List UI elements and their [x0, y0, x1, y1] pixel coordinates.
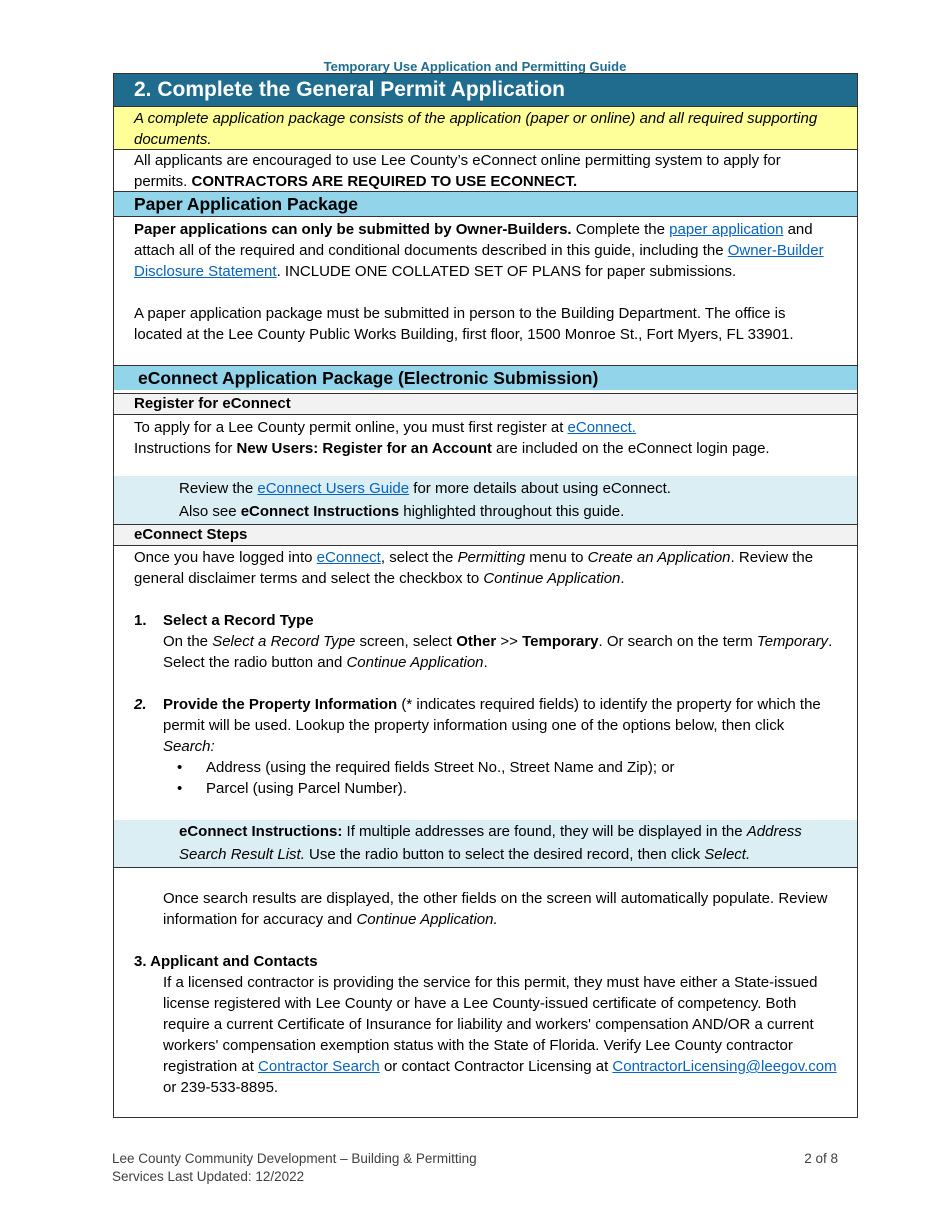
- encouraged-text: All applicants are encouraged to use Lee County’s eConnect online permitting system to apply for permits.: [134, 152, 781, 190]
- subheading-register: Register for eConnect: [114, 393, 857, 414]
- bullet-parcel: [134, 778, 837, 799]
- text: Other: [456, 633, 497, 650]
- bullet-glyph: •: [177, 780, 183, 797]
- subheading-steps: eConnect Steps: [114, 524, 857, 546]
- text: To apply for a Lee County permit online, you must first register at: [134, 419, 568, 436]
- document-frame: [113, 73, 858, 1118]
- step-1-number: 1.: [134, 612, 147, 629]
- note-line-1: [179, 477, 817, 500]
- step-2-title: Provide the Property Information: [163, 696, 398, 713]
- running-header: Temporary Use Application and Permitting Guide: [323, 59, 627, 74]
- text: or 239-533-8895.: [163, 1079, 279, 1096]
- paper-section-body: [114, 216, 857, 365]
- step-1-title: Select a Record Type: [163, 612, 314, 629]
- text: .: [483, 654, 488, 671]
- paper-paragraph-2: A paper application package must be submitted in person to the Building Department. The office is located at the Lee County Public Works Building, first floor, 1500 Monroe St., Fort Myers, FL 33901.: [134, 305, 794, 343]
- contractor-licensing-email-link[interactable]: ContractorLicensing@leegov.com: [612, 1058, 837, 1075]
- text: Temporary: [756, 633, 829, 650]
- text: Continue Application.: [356, 911, 498, 928]
- text: Search:: [163, 738, 215, 755]
- intro-note: A complete application package consists of the application (paper or online) and all required supporting documents.: [114, 106, 857, 149]
- text: If multiple addresses are found, they will be displayed in the: [342, 823, 747, 840]
- text: or contact Contractor Licensing at: [379, 1058, 613, 1075]
- text: Continue Application: [483, 570, 621, 587]
- step-3-text: [134, 972, 837, 1098]
- owner-builder-disclosure-link[interactable]: Owner-Builder Disclosure Statement: [134, 242, 824, 280]
- econnect-users-guide-link[interactable]: eConnect Users Guide: [257, 480, 410, 497]
- econnect-instructions-label: eConnect Instructions:: [179, 823, 343, 840]
- owner-builder-only: Paper applications can only be submitted by Owner-Builders.: [134, 221, 572, 238]
- text: Address (using the required fields Street No., Street Name and Zip); or: [206, 759, 675, 776]
- text: highlighted throughout this guide.: [399, 503, 625, 520]
- text: Select a Record Type: [212, 633, 356, 650]
- page-number: 2 of 8: [804, 1151, 838, 1166]
- text: Permitting: [457, 549, 526, 566]
- after-search-text: [134, 888, 837, 930]
- paper-application-link[interactable]: paper application: [669, 221, 784, 238]
- step-3-title: [134, 951, 837, 972]
- econnect-encouraged: [114, 149, 857, 191]
- econnect-login-link[interactable]: eConnect: [316, 549, 381, 566]
- text: . Select the radio button and: [163, 633, 833, 671]
- text: .: [620, 570, 625, 587]
- note-line-2: [179, 500, 817, 523]
- text: Create an Application: [587, 549, 731, 566]
- text: Instructions for: [134, 440, 237, 457]
- new-users-register: New Users: Register for an Account: [236, 440, 492, 457]
- text: If a licensed contractor is providing the service for this permit, they must have either a State-issued license registered with Lee County or have a Lee County-issued certificate of competency. Both require a current Certificate of Insurance for liability and workers' compensation AND/OR a current workers' compensation exemption status with the State of Florida. Verify Lee County contractor registration at: [163, 974, 818, 1075]
- page-title: 2. Complete the General Permit Application: [114, 74, 857, 106]
- text: Select.: [704, 846, 751, 863]
- text: 3. Applicant and Contacts: [134, 953, 318, 970]
- paper-paragraph-1: [134, 219, 837, 282]
- text: On the: [163, 633, 213, 650]
- steps-body: [114, 546, 857, 820]
- steps-intro: [134, 547, 837, 589]
- text: . INCLUDE ONE COLLATED SET OF PLANS for paper submissions.: [276, 263, 737, 280]
- address-instructions-note: [114, 820, 857, 867]
- text: >>: [496, 633, 523, 650]
- footer-line-1: Lee County Community Development – Building & Permitting: [112, 1151, 477, 1166]
- bullet-glyph: •: [177, 759, 183, 776]
- bullet-address: [134, 757, 837, 778]
- register-line-2: [134, 438, 837, 459]
- register-line-1: [134, 417, 837, 438]
- section-heading-econnect: eConnect Application Package (Electronic Submission): [114, 365, 857, 390]
- text: Also see: [179, 503, 241, 520]
- econnect-register-link[interactable]: eConnect.: [567, 419, 636, 436]
- text: Address Search Result List.: [179, 823, 802, 863]
- step-1-text: [134, 631, 837, 673]
- step-2-number: 2.: [134, 696, 147, 713]
- text: Once you have logged into: [134, 549, 317, 566]
- text: . Or search on the term: [598, 633, 757, 650]
- text: , select the: [380, 549, 458, 566]
- text: Review the: [179, 480, 258, 497]
- contractor-search-link[interactable]: Contractor Search: [258, 1058, 380, 1075]
- step-1: [134, 610, 837, 631]
- text: Continue Application: [346, 654, 484, 671]
- step-2: [134, 694, 837, 757]
- contacts-body: [114, 867, 857, 1117]
- text: Temporary: [522, 633, 599, 650]
- text: screen, select: [355, 633, 457, 650]
- text: menu to: [525, 549, 588, 566]
- section-heading-paper: Paper Application Package: [114, 191, 857, 216]
- register-body: [114, 414, 857, 476]
- text: Use the radio button to select the desired record, then click: [304, 846, 705, 863]
- econnect-instructions-label: eConnect Instructions: [240, 503, 400, 520]
- text: Parcel (using Parcel Number).: [206, 780, 407, 797]
- step-2-text: [163, 694, 837, 757]
- contractors-required: CONTRACTORS ARE REQUIRED TO USE ECONNECT.: [191, 173, 578, 190]
- text: Complete the: [571, 221, 670, 238]
- text: Once search results are displayed, the other fields on the screen will automatically populate. Review information for accuracy and: [163, 890, 828, 928]
- text: . Review the general disclaimer terms and select the checkbox to: [134, 549, 814, 587]
- page-footer: [112, 1150, 838, 1186]
- footer-line-2: Services Last Updated: 12/2022: [112, 1169, 305, 1184]
- text: (* indicates required fields) to identify the property for which the permit will be used. Lookup the property information using one of the options below, then click: [163, 696, 821, 734]
- text: for more details about using eConnect.: [409, 480, 671, 497]
- text: and attach all of the required and conditional documents described in this guide, including the: [134, 221, 813, 259]
- users-guide-note: [114, 476, 857, 524]
- text: are included on the eConnect login page.: [491, 440, 770, 457]
